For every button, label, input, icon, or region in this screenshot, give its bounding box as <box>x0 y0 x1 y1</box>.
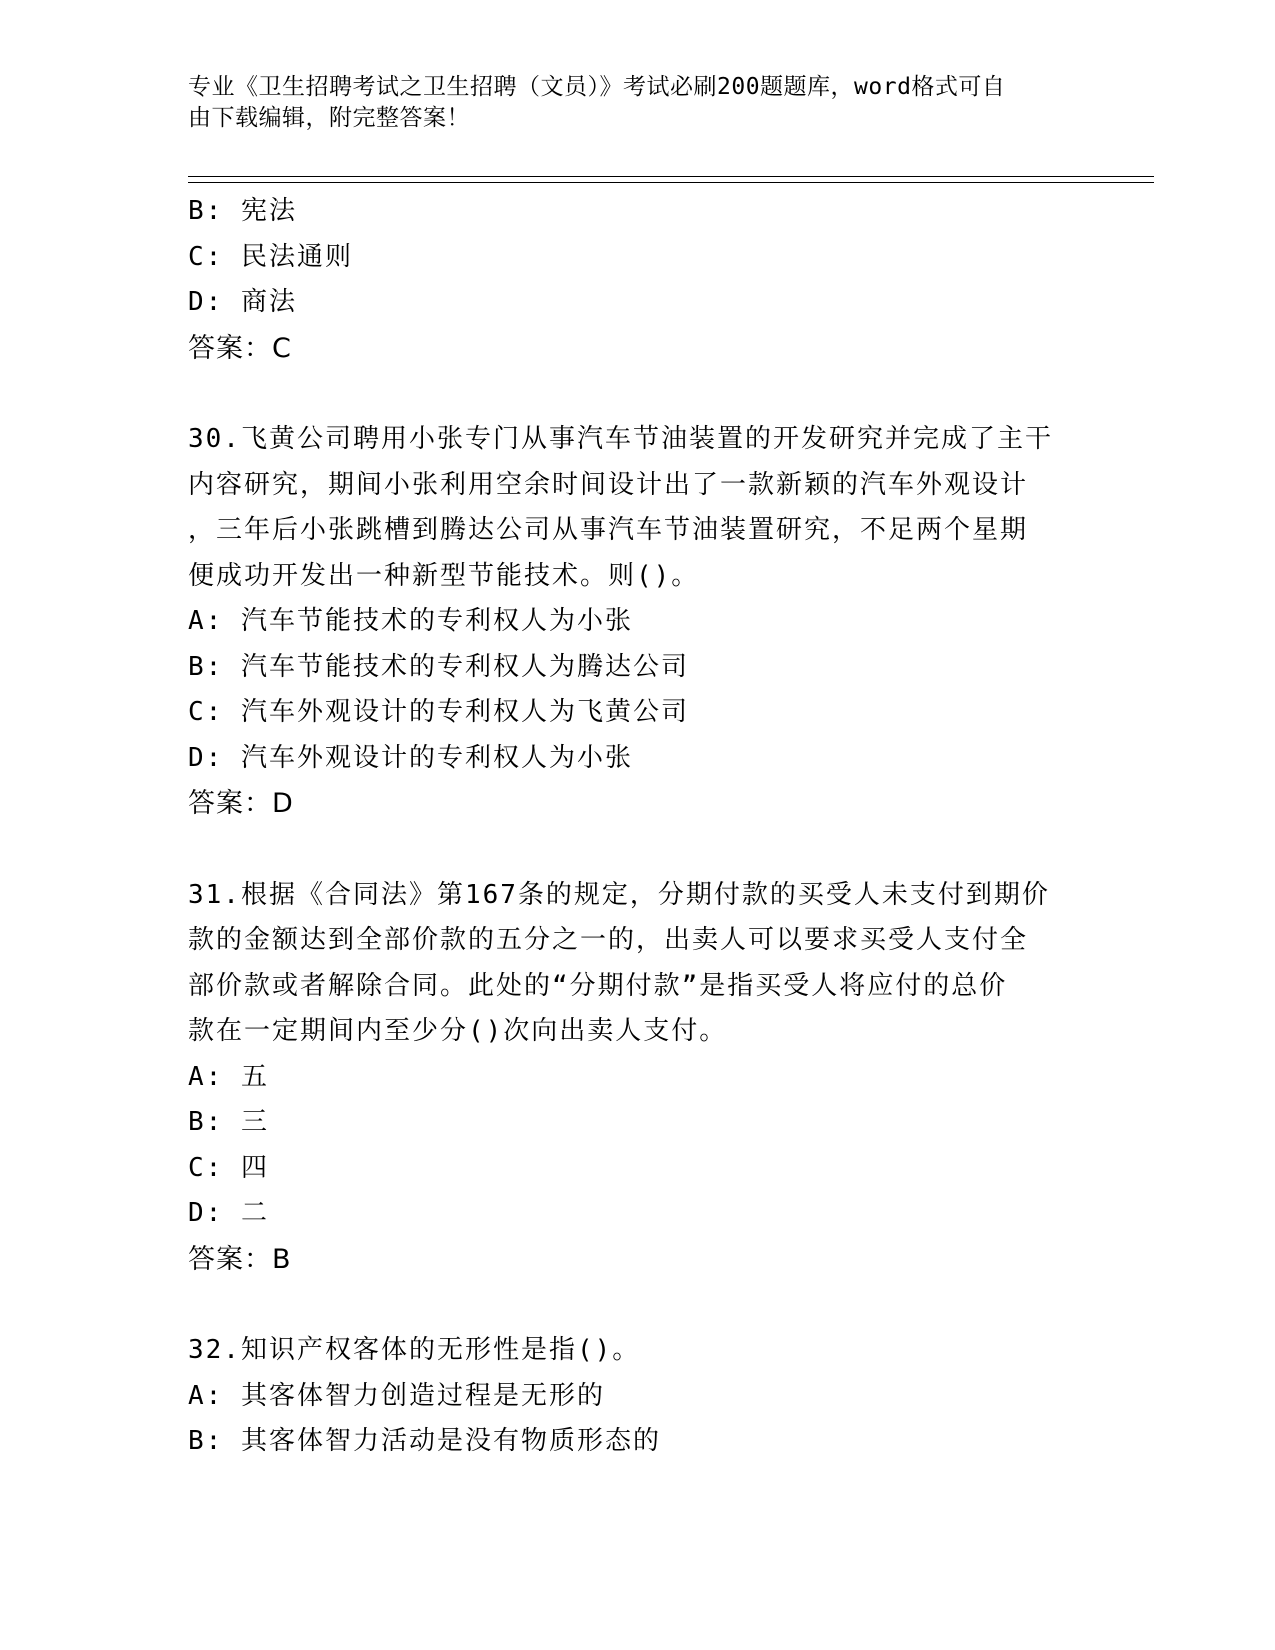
header-divider-top <box>188 176 1154 177</box>
header-divider-bottom <box>188 182 1154 183</box>
header-line: 专业《卫生招聘考试之卫生招聘（文员）》考试必刷200题题库，word格式可自 <box>188 74 1006 100</box>
option-c: C: 四 <box>188 1152 269 1183</box>
answer-line: 答案：D <box>188 788 294 819</box>
option-d: D: 汽车外观设计的专利权人为小张 <box>188 742 633 773</box>
question-stem-line: ，三年后小张跳槽到腾达公司从事汽车节油装置研究，不足两个星期 <box>188 515 1029 545</box>
question-stem-line: 款在一定期间内至少分()次向出卖人支付。 <box>188 1016 728 1046</box>
question-spacer <box>188 371 1088 417</box>
question-32 <box>188 1328 1088 1465</box>
question-stem-line: 30.飞黄公司聘用小张专门从事汽车节油装置的开发研究并完成了主干 <box>188 424 1053 454</box>
question-stem-line: 31.根据《合同法》第167条的规定，分期付款的买受人未支付到期价 <box>188 879 1050 910</box>
question-spacer <box>188 1282 1088 1328</box>
option-a: A: 五 <box>188 1061 269 1092</box>
document-header <box>188 72 1068 134</box>
question-31 <box>188 873 1088 1283</box>
question-spacer <box>188 827 1088 873</box>
question-stem-line: 部价款或者解除合同。此处的“分期付款”是指买受人将应付的总价 <box>188 970 1008 1001</box>
question-stem-line: 32.知识产权客体的无形性是指()。 <box>188 1335 641 1365</box>
question-stem-line: 款的金额达到全部价款的五分之一的，出卖人可以要求买受人支付全 <box>188 925 1029 955</box>
option-d: D: 二 <box>188 1198 269 1228</box>
question-stem-line: 内容研究，期间小张利用空余时间设计出了一款新颖的汽车外观设计 <box>188 469 1029 500</box>
option-b: B: 三 <box>188 1107 269 1137</box>
option-a: A: 其客体智力创造过程是无形的 <box>188 1380 605 1411</box>
question-content <box>188 189 1088 1465</box>
question-30 <box>188 417 1088 827</box>
option-c: C: 民法通则 <box>188 241 353 272</box>
answer-line: 答案：C <box>188 332 292 364</box>
answer-line: 答案：B <box>188 1243 292 1275</box>
option-d: D: 商法 <box>188 287 297 317</box>
option-b: B: 宪法 <box>188 196 297 226</box>
option-b: B: 汽车节能技术的专利权人为腾达公司 <box>188 651 689 682</box>
option-b: B: 其客体智力活动是没有物质形态的 <box>188 1426 661 1456</box>
option-c: C: 汽车外观设计的专利权人为飞黄公司 <box>188 697 689 727</box>
header-line: 由下载编辑，附完整答案！ <box>188 105 470 131</box>
question-stem-line: 便成功开发出一种新型节能技术。则()。 <box>188 560 700 591</box>
option-a: A: 汽车节能技术的专利权人为小张 <box>188 606 633 636</box>
continued-question-29 <box>188 189 1088 371</box>
